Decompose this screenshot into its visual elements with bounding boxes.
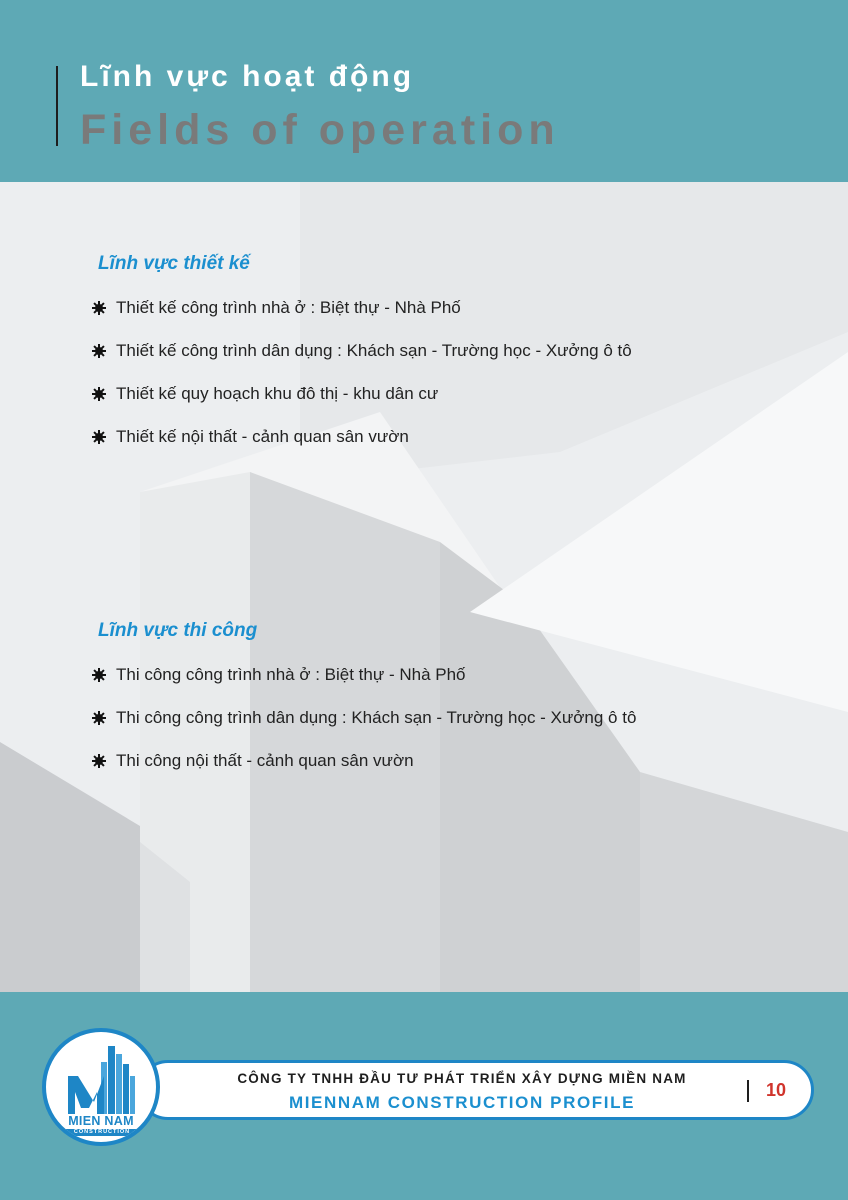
list-item-text: Thiết kế công trình dân dụng : Khách sạn - Trường học - Xưởng ô tô [116,341,632,360]
star-bullet-icon [90,299,108,317]
company-profile-title: MIENNAM CONSTRUCTION PROFILE [288,1093,636,1112]
company-logo [42,1028,160,1146]
list-item [90,427,632,470]
star-bullet-icon [90,385,108,403]
logo-name: MIEN NAM [68,1114,134,1128]
list-item [90,298,632,341]
design-list [90,298,632,470]
star-bullet-icon [90,752,108,770]
star-bullet-icon [90,666,108,684]
list-item [90,665,636,708]
list-item [90,341,632,384]
star-bullet-icon [90,428,108,446]
page-title-vi: Lĩnh vực hoạt động [80,60,415,93]
header-divider [56,66,58,146]
list-item-text: Thi công nội thất - cảnh quan sân vườn [116,751,414,770]
page-number: 10 [766,1080,787,1100]
section-title-design: Lĩnh vực thiết kế [98,253,250,274]
page-header [0,0,848,182]
star-bullet-icon [90,709,108,727]
list-item-text: Thiết kế công trình nhà ở : Biệt thự - Nhà Phố [116,298,461,317]
list-item [90,384,632,427]
section-title-construction: Lĩnh vực thi công [98,620,258,641]
page-title-en: Fields of operation [80,106,560,154]
list-item [90,708,636,751]
list-item-text: Thi công công trình dân dụng : Khách sạn - Trường học - Xưởng ô tô [116,708,637,727]
list-item [90,751,636,794]
logo-subtitle: CONSTRUCTION [66,1129,138,1136]
star-bullet-icon [90,342,108,360]
list-item-text: Thi công công trình nhà ở : Biệt thự - Nhà Phố [116,665,466,684]
list-item-text: Thiết kế quy hoạch khu đô thị - khu dân cư [116,384,439,403]
page-number-divider [747,1080,749,1102]
company-name-vi: CÔNG TY TNHH ĐẦU TƯ PHÁT TRIỂN XÂY DỰNG MIỀN NAM [237,1071,687,1086]
construction-list [90,665,636,794]
list-item-text: Thiết kế nội thất - cảnh quan sân vườn [116,427,409,446]
